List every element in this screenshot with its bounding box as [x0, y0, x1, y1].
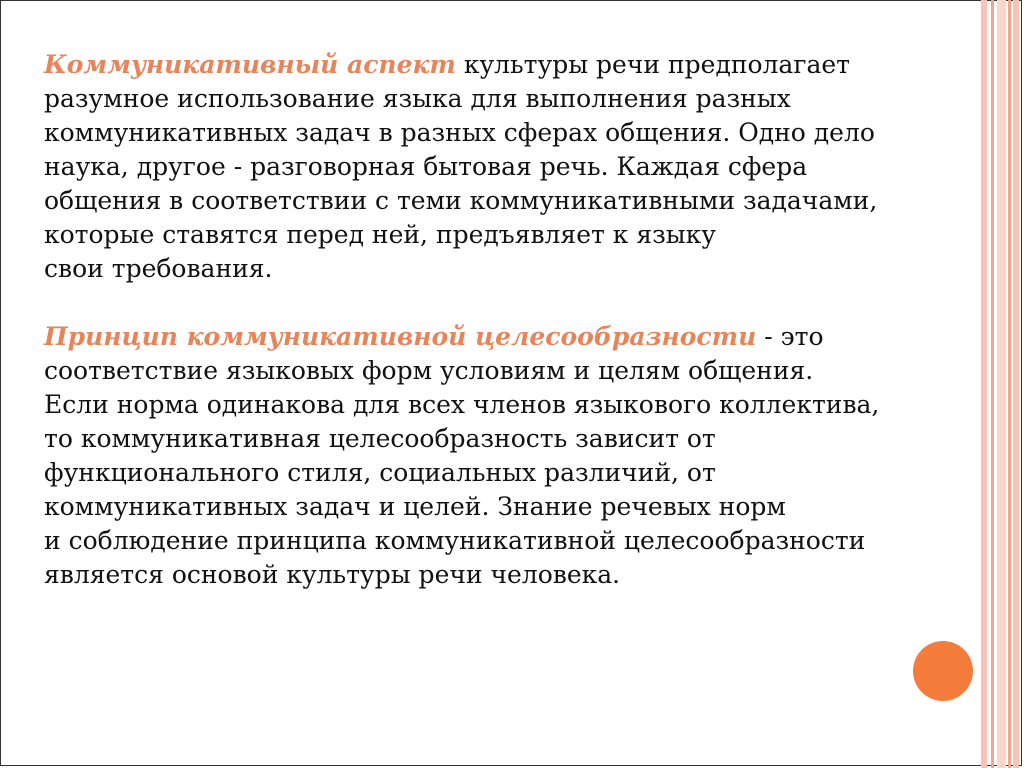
decorative-stripe: [991, 0, 994, 768]
paragraph-line: которые ставятся перед ней, предъявляет к языку: [44, 220, 716, 249]
paragraph-line: коммуникативных задач в разных сферах общения. Одно дело: [44, 118, 875, 147]
decorative-stripe: [1008, 0, 1011, 768]
decorative-stripe: [1013, 0, 1019, 768]
paragraph-line: наука, другое - разговорная бытовая речь. Каждая сфера: [44, 152, 808, 181]
decorative-stripe: [997, 0, 1006, 768]
paragraph-line: Принцип коммуникативной целесообразности - это: [44, 322, 824, 351]
term-communicative-expediency: Принцип коммуникативной целесообразности: [44, 322, 757, 351]
decorative-circle: [913, 641, 973, 701]
paragraph-line: коммуникативных задач и целей. Знание речевых норм: [44, 492, 786, 521]
paragraph-line: функционального стиля, социальных различий, от: [44, 458, 716, 487]
paragraph-line: свои требования.: [44, 254, 273, 283]
paragraph-line: разумное использование языка для выполнения разных: [44, 84, 791, 113]
paragraph-communicative-aspect: [44, 48, 944, 286]
term-communicative-aspect: Коммуникативный аспект: [44, 50, 456, 79]
paragraph-line: Коммуникативный аспект культуры речи предполагает: [44, 50, 850, 79]
paragraph-line: является основой культуры речи человека.: [44, 560, 621, 589]
paragraph-line: общения в соответствии с теми коммуникативными задачами,: [44, 186, 878, 215]
paragraph-line: Если норма одинакова для всех членов языкового коллектива,: [44, 390, 880, 419]
paragraph-line: соответствие языковых форм условиям и целям общения.: [44, 356, 814, 385]
paragraph-communicative-expediency: [44, 320, 944, 592]
paragraph-line: то коммуникативная целесообразность зависит от: [44, 424, 716, 453]
decorative-stripe: [981, 0, 987, 768]
paragraph-line: и соблюдение принципа коммуникативной целесообразности: [44, 526, 866, 555]
slide-body: [44, 48, 944, 592]
